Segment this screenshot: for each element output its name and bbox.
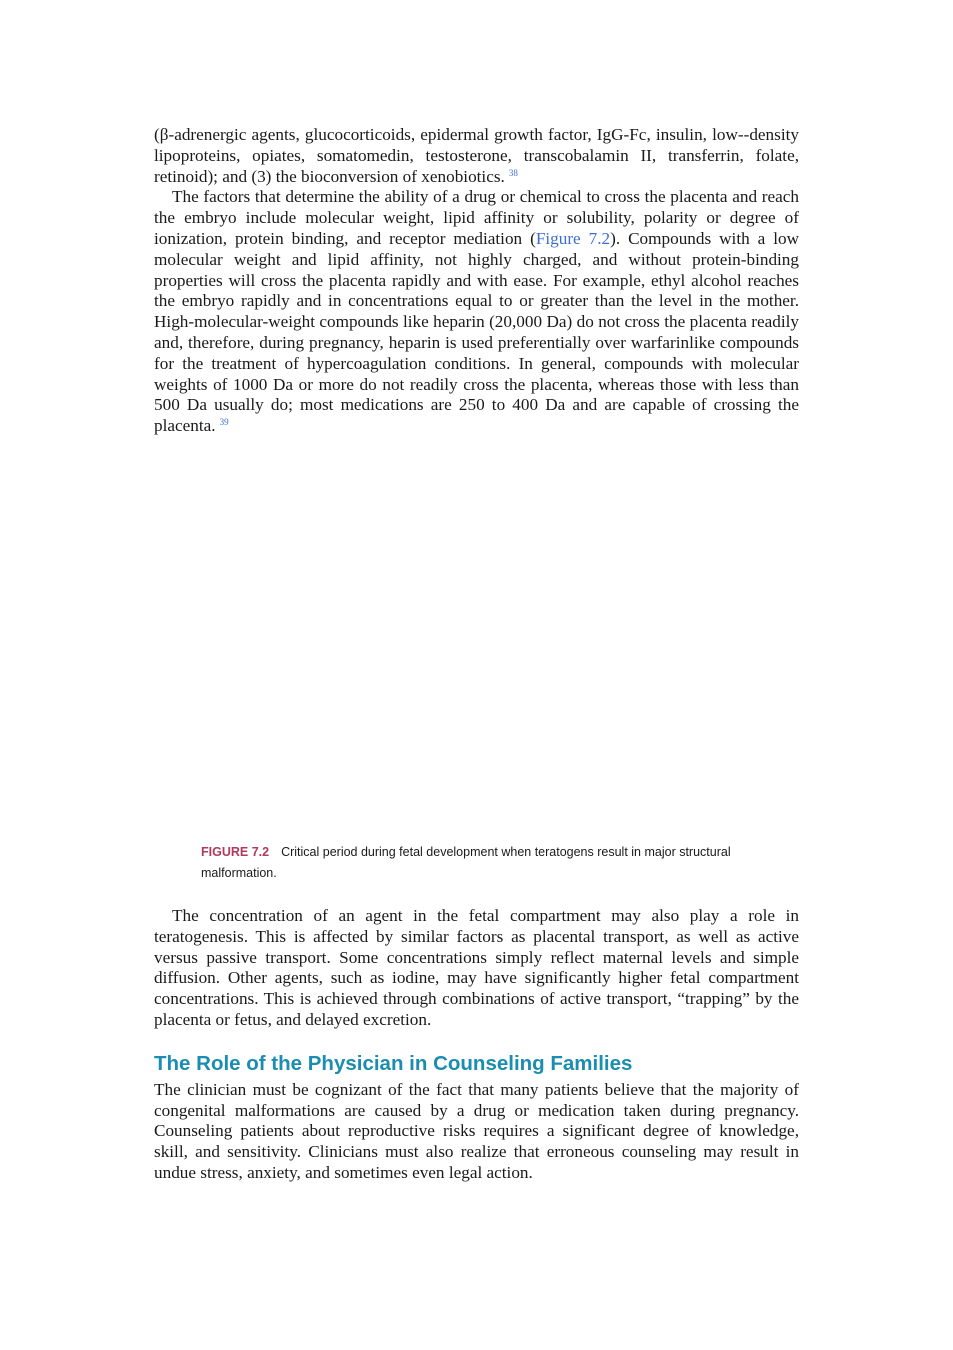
section-paragraph: The clinician must be cognizant of the fact that many patients believe that the majority of congenital malformations are caused by a drug or medication taken during pregnancy. Counseling patients about reproductive risks requires a significant degree of knowledge, skill, and sensitivity. Clinicians must also realize that erroneous counseling may result in undue stress, anxiety, and sometimes even legal action. xyxy=(154,1079,799,1182)
paragraph-2-text-start: The factors that determine the ability of a drug or chemical to cross the placenta and reach the embryo include molecular weight, lipid affinity or solubility, polarity or degree of ionization, protein binding, and receptor mediation ( xyxy=(154,187,799,248)
page-content xyxy=(154,125,799,1184)
body-paragraph-3: The concentration of an agent in the fetal compartment may also play a role in teratogenesis. This is affected by similar factors as placental transport, as well as active versus passive transport. Some concentrations simply reflect maternal levels and simple diffusion. Other agents, such as iodine, may have significantly higher fetal compartment concentrations. This is achieved through combinations of active transport, “trapping” by the placenta or fetus, and delayed excretion. xyxy=(154,905,799,1029)
reference-38-link[interactable]: 38 xyxy=(508,167,518,178)
paragraph-2-text-end: ). Compounds with a low molecular weight and lipid affinity, not highly charged, and without protein-binding properties will cross the placenta rapidly and with ease. For example, ethyl alcohol reaches the embryo rapidly and in concentrations equal to or greater than the level in the mother. High-molecular-weight compounds like heparin (20,000 Da) do not cross the placenta readily and, therefore, during pregnancy, heparin is used preferentially over warfarinlike compounds for the treatment of hypercoagulation conditions. In general, compounds with molecular weights of 1000 Da or more do not readily cross the placenta, whereas those with less than 500 Da usually do; most medications are 250 to 400 Da and are capable of crossing the placenta. xyxy=(154,228,799,436)
figure-image-area xyxy=(154,437,799,842)
figure-caption xyxy=(201,842,801,884)
body-paragraph-1 xyxy=(154,125,799,187)
paragraph-1-text: (β-adrenergic agents, glucocorticoids, epidermal growth factor, IgG-Fc, insulin, low--density lipoproteins, opiates, somatomedin, testosterone, transcobalamin II, transferrin, folate, retinoid); and (3) the bioconversion of xenobiotics. xyxy=(154,125,799,186)
figure-caption-text: Critical period during fetal development when teratogens result in major structural malformation. xyxy=(201,844,731,880)
reference-39-link[interactable]: 39 xyxy=(219,417,229,428)
section-heading: The Role of the Physician in Counseling Families xyxy=(154,1051,633,1075)
caption-spacer xyxy=(154,884,799,906)
figure-label: FIGURE 7.2 xyxy=(201,844,270,859)
body-paragraph-2 xyxy=(154,187,799,437)
figure-7-2-link[interactable]: Figure 7.2 xyxy=(535,228,611,248)
